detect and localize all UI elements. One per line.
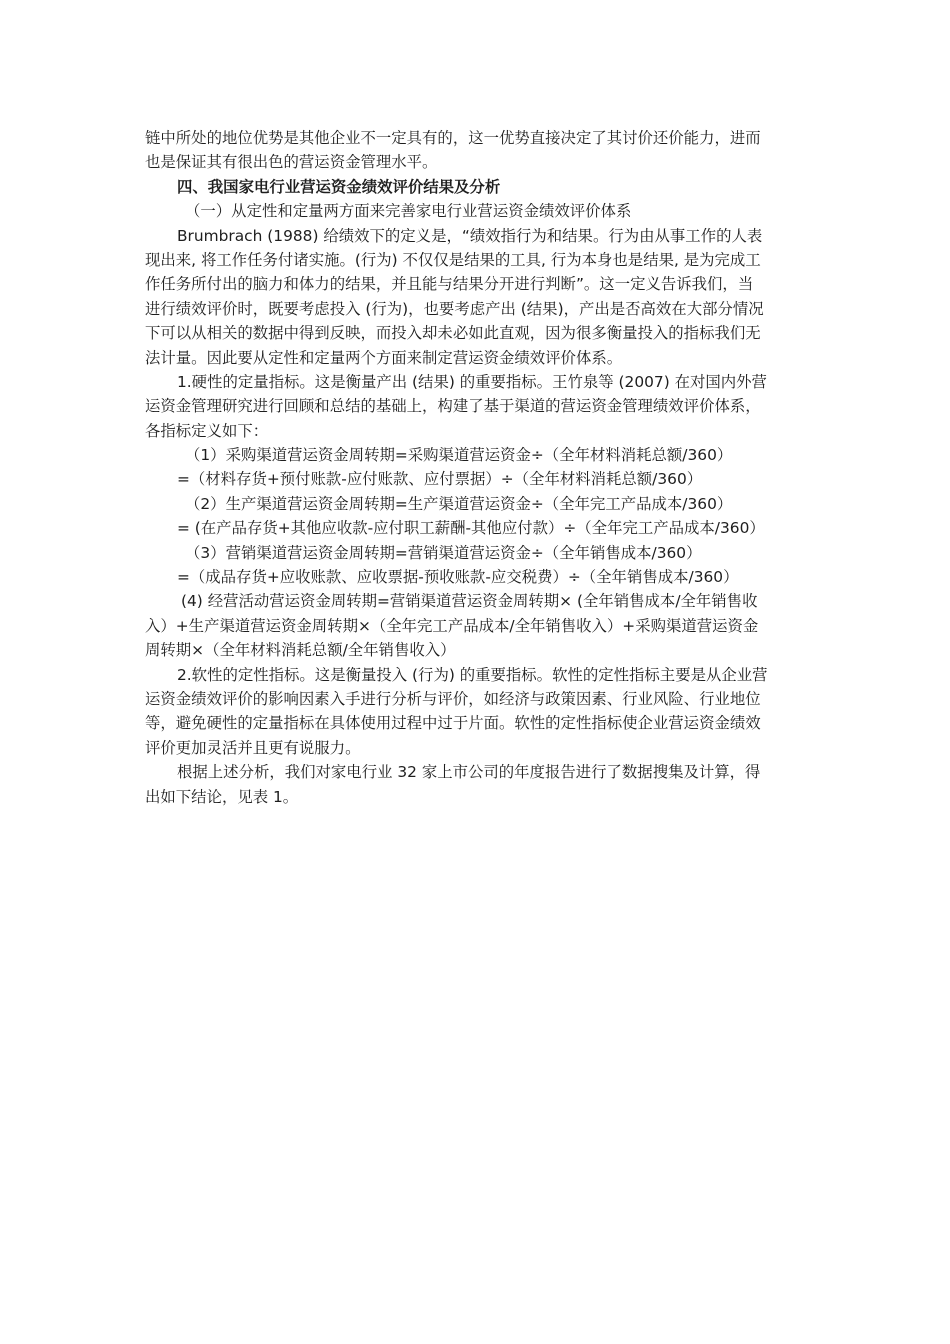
paragraph-line: 下可以从相关的数据中得到反映，而投入却未必如此直观，因为很多衡量投入的指标我们无 [145, 324, 761, 343]
paragraph-line: 各指标定义如下： [145, 421, 269, 440]
paragraph-line: 根据上述分析，我们对家电行业 32 家上市公司的年度报告进行了数据搜集及计算，得 [177, 763, 761, 782]
formula-line: 周转期×（全年材料消耗总额/全年销售收入） [145, 641, 456, 660]
paragraph-line: 1.硬性的定量指标。这是衡量产出 (结果) 的重要指标。王竹泉等 (2007) 在对国内外营 [177, 372, 767, 391]
formula-line: =（成品存货+应收账款、应收票据-预收账款-应交税费）÷（全年销售成本/360） [177, 568, 739, 587]
paragraph-line: 链中所处的地位优势是其他企业不一定具有的，这一优势直接决定了其讨价还价能力，进而 [145, 129, 761, 147]
formula-line: = (在产品存货+其他应收款-应付职工薪酬-其他应付款）÷（全年完工产品成本/360） [177, 519, 765, 538]
formula-line: 入）+生产渠道营运资金周转期×（全年完工产品成本/全年销售收入）+采购渠道营运资金 [145, 616, 759, 635]
formula-line: （2）生产渠道营运资金周转期=生产渠道营运资金÷（全年完工产品成本/360） [185, 494, 733, 513]
paragraph-line: 2.软性的定性指标。这是衡量投入 (行为) 的重要指标。软性的定性指标主要是从企业营 [177, 665, 768, 684]
formula-line: （3）营销渠道营运资金周转期=营销渠道营运资金÷（全年销售成本/360） [185, 543, 702, 562]
body-text [145, 126, 809, 809]
paragraph-line: 作任务所付出的脑力和体力的结果，并且能与结果分开进行判断”。这一定义告诉我们，当 [145, 275, 754, 294]
paragraph-line: 运资金管理研究进行回顾和总结的基础上，构建了基于渠道的营运资金管理绩效评价体系， [145, 397, 761, 416]
paragraph-line: 进行绩效评价时，既要考虑投入 (行为)，也要考虑产出 (结果)，产出是否高效在大部分情况 [145, 299, 764, 318]
paragraph-line: 也是保证其有很出色的营运资金管理水平。 [145, 153, 438, 172]
paragraph-line: Brumbrach (1988) 给绩效下的定义是，“绩效指行为和结果。行为由从事工作的人表 [177, 226, 763, 245]
paragraph-line: 出如下结论，见表 1。 [145, 787, 299, 806]
paragraph-line: 现出来, 将工作任务付诸实施。(行为) 不仅仅是结果的工具, 行为本身也是结果, 是为完成工 [145, 250, 761, 269]
formula-line: =（材料存货+预付账款-应付账款、应付票据）÷（全年材料消耗总额/360） [177, 470, 703, 489]
paragraph-line: 等，避免硬性的定量指标在具体使用过程中过于片面。软性的定性指标使企业营运资金绩效 [145, 714, 761, 733]
paragraph-line: 评价更加灵活并且更有说服力。 [145, 738, 361, 757]
section-heading: 四、我国家电行业营运资金绩效评价结果及分析 [177, 177, 501, 196]
paragraph-line: 法计量。因此要从定性和定量两个方面来制定营运资金绩效评价体系。 [145, 348, 623, 367]
formula-line: （1）采购渠道营运资金周转期=采购渠道营运资金÷（全年材料消耗总额/360） [185, 446, 733, 465]
formula-line: (4) 经营活动营运资金周转期=营销渠道营运资金周转期× (全年销售成本/全年销售收 [181, 592, 758, 611]
paragraph-line: 运资金绩效评价的影响因素入手进行分析与评价，如经济与政策因素、行业风险、行业地位 [145, 689, 761, 708]
subsection-heading: （一）从定性和定量两方面来完善家电行业营运资金绩效评价体系 [185, 202, 632, 221]
